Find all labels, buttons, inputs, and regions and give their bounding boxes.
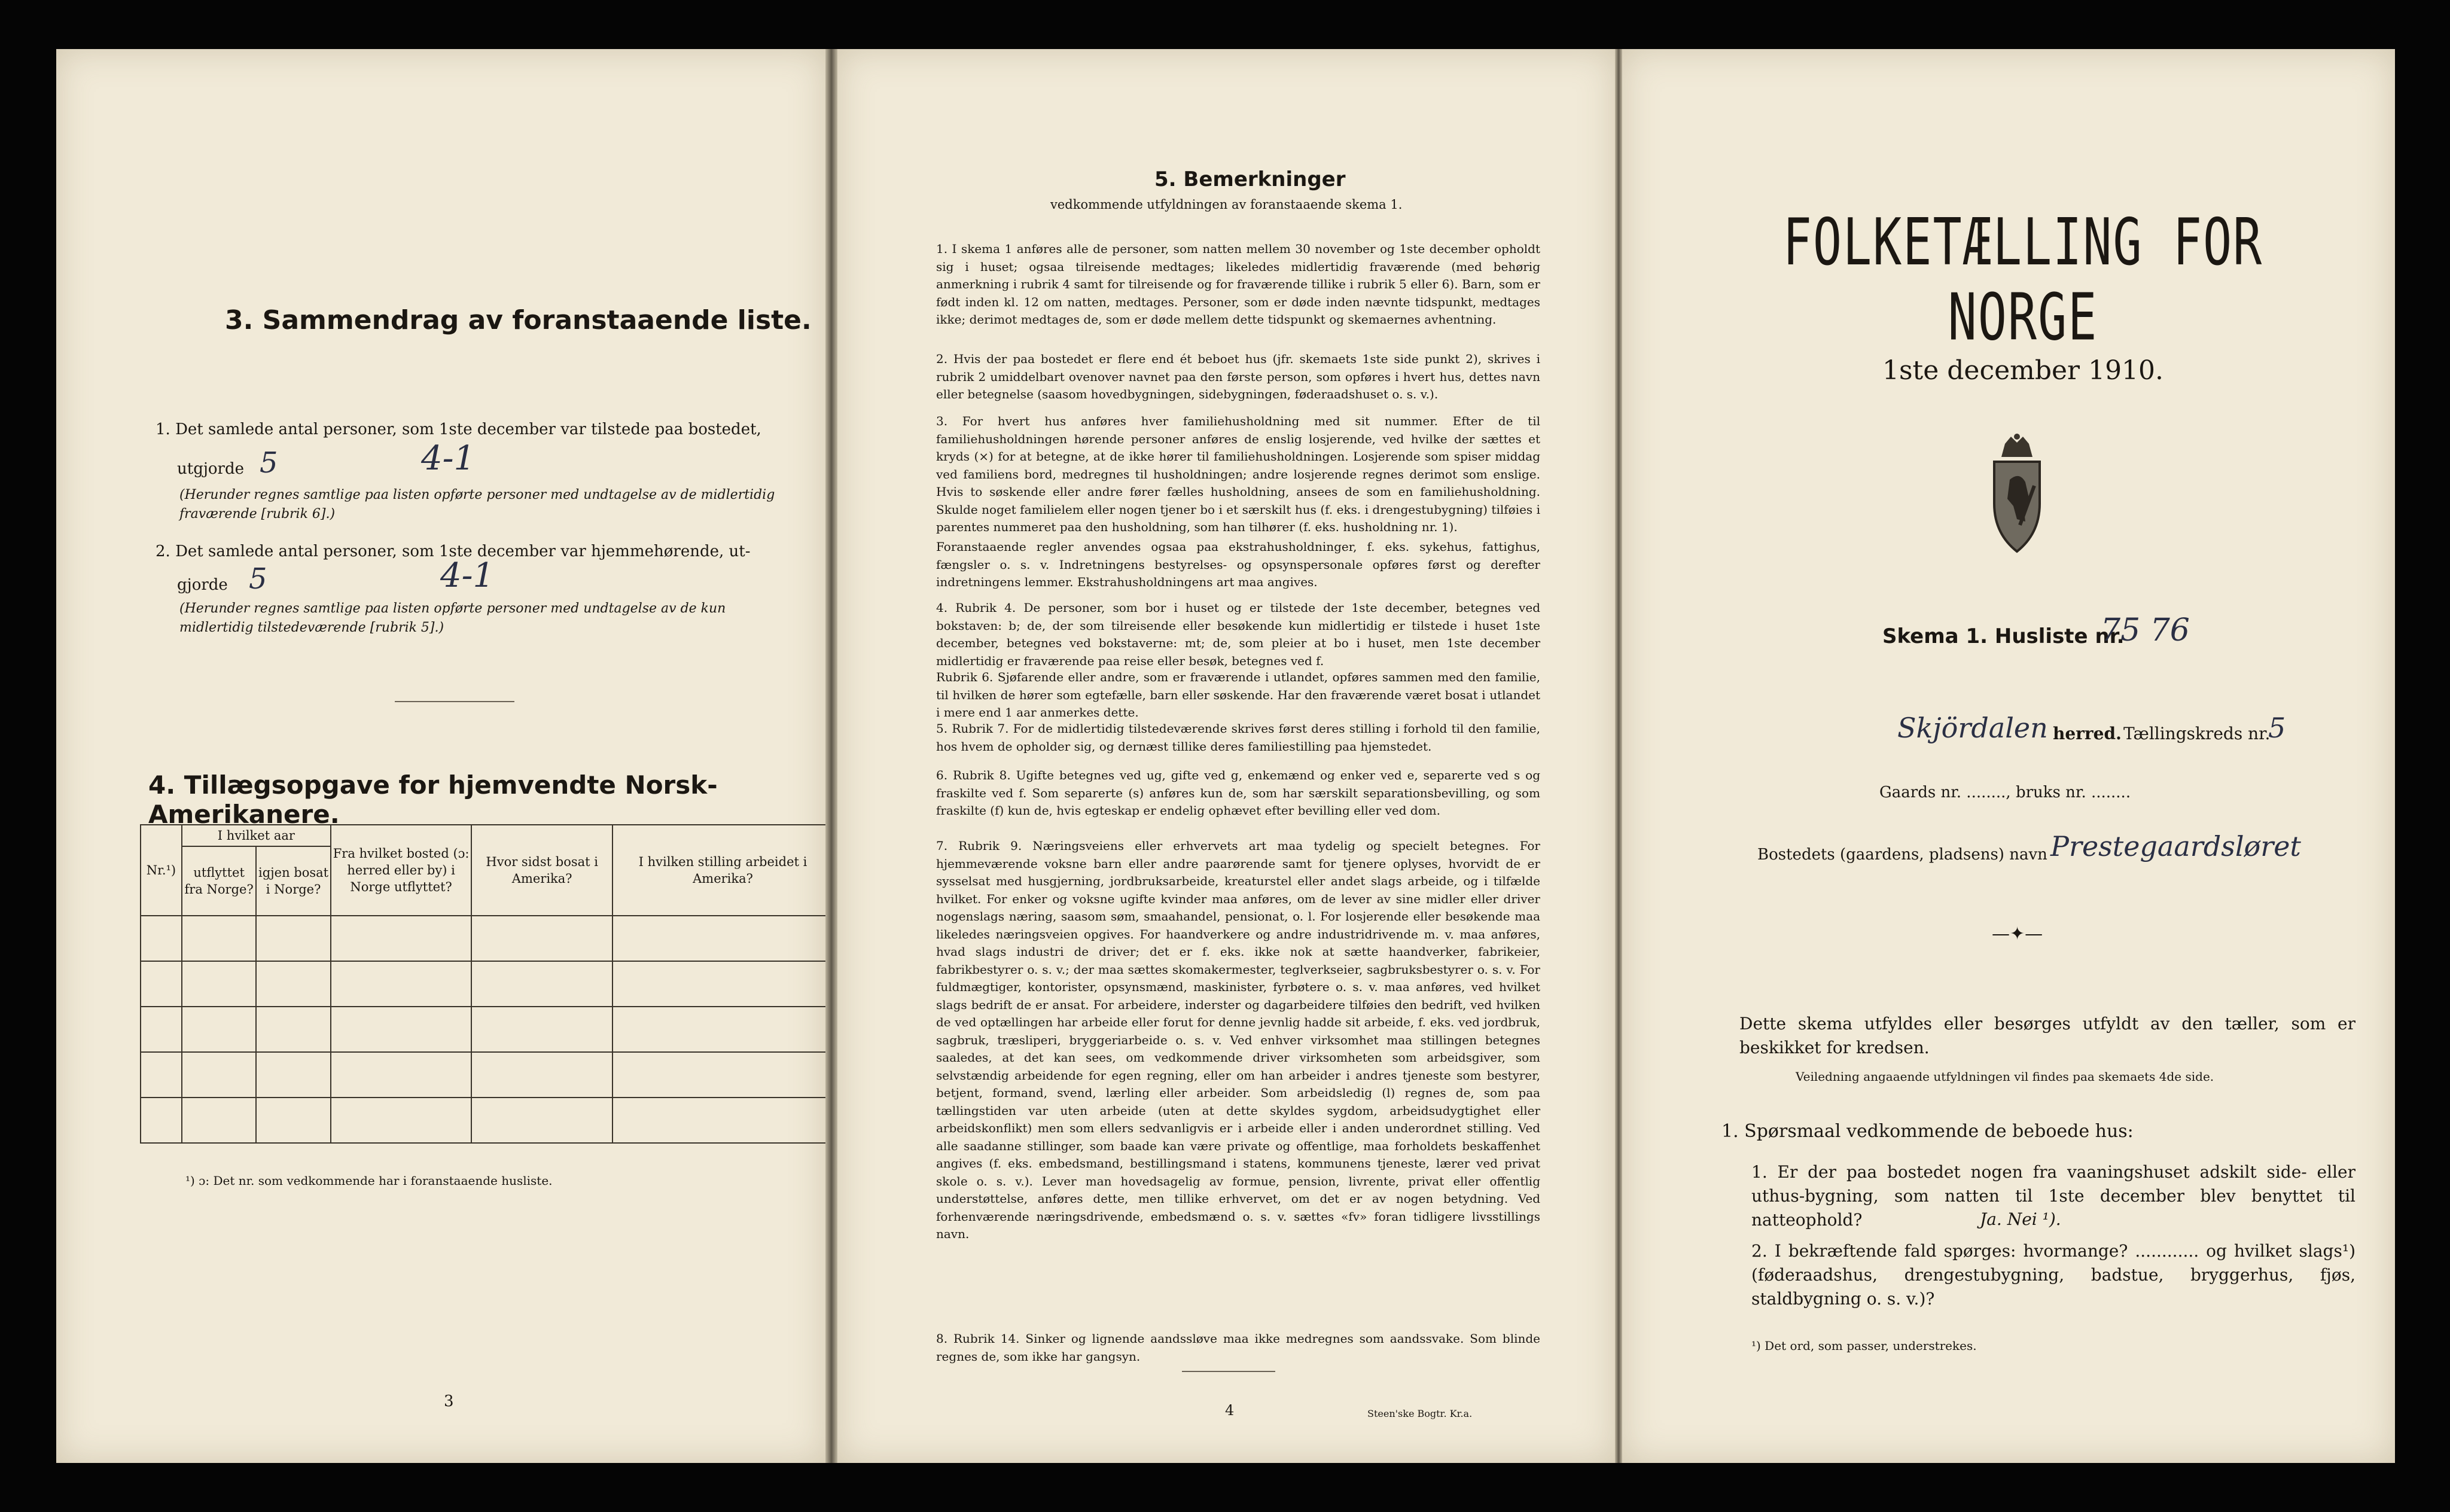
item2-label: gjorde xyxy=(177,576,228,594)
book-fold xyxy=(825,49,837,1463)
bemerkning-item: Foranstaaende regler anvendes ogsaa paa ekstrahusholdninger, f. eks. sykehus, fattighus, fængsler o. s. v. Indretningens bestyrelses- og opsynspersonale opføres først og derefter indretningens lemmer. Ekstrahusholdningens art maa angives. xyxy=(936,539,1540,589)
question-1-answer: Ja. Nei ¹). xyxy=(1980,1209,2061,1229)
bosted-label: Bostedets (gaardens, pladsens) navn xyxy=(1757,846,2047,864)
page-middle xyxy=(837,49,1615,1463)
kreds-value: 5 xyxy=(2268,712,2286,744)
veiledning-text: Veiledning angaaende utfyldningen vil findes paa skemaets 4de side. xyxy=(1796,1069,2214,1084)
bemerkning-item: 6. Rubrik 8. Ugifte betegnes ved ug, gifte ved g, enkemænd og enker ved e, separerte ved s og fraskilte ved f. Som separerte (s) anføres kun de, som har særskilt separationsbevilling, og som fraskilte (f) kun de, hvis egteskap er endelig ophævet efter bevilling eller ved dom. xyxy=(936,768,1540,818)
table-row xyxy=(141,961,825,1007)
page-number: 4 xyxy=(1225,1402,1235,1419)
table-row xyxy=(141,1007,825,1052)
item2-value: 5 xyxy=(249,562,267,596)
section4-title: 4. Tillægsopgave for hjemvendte Norsk-Amerikanere. xyxy=(148,770,718,829)
bemerkning-item: 7. Rubrik 9. Næringsveiens eller erhvervets art maa tydelig og specielt betegnes. For hjemmeværende voksne barn eller andre paarørende samt for tjenere oplyses, hvorvidt de er sysselsat med husgjerning, jordbruksarbeide, kreaturstel eller andet slags arbeide, og i tilfælde hvilket. For enker og voksne ugifte kvinder maa anføres, om de lever av sine midler eller driver nogenslags næring, saasom søm, smaahandel, pensionat, o. l. For losjerende eller besøkende maa likeledes næringsveien opgives. For haandverkere og andre industridrivende m. v. maa anføres, hvad slags industri de driver; det er f. eks. ikke nok at sætte haandverker, fabrikeier, fabrikbestyrer o. s. v.; der maa sættes skomakermester, teglverkseier, sagbruksbestyrer o. s. v. For fuldmægtiger, kontorister, opsynsmænd, maskinister, fyrbøtere o. s. v. maa anføres, ved hvilket slags bedrift de er ansat. For arbeidere, inderster og dagarbeidere tilføies den bedrift, ved hvilken de ved optællingen har arbeide eller forut for denne jevnlig hadde sit arbeide, f. eks. ved jordbruk, sagbruk, træsliperi, bryggeriarbeide o. s. v. Ved enhver virksomhet maa stillingen betegnes saaledes, at det kan sees, om vedkommende driver virksomheten som arbeidsgiver, som selvstændig arbeidende for egen regning, eller om han arbeider i andres tjeneste som bestyrer, betjent, formand, svend, lærling eller arbeider. Som arbeidsledig (l) regnes de, som paa tællingstiden var uten arbeide (uten at dette skyldes sygdom, arbeidsudygtighet eller arbeidskonflikt) men som ellers sedvanligvis er i arbeide eller i anden underordnet stilling. Ved alle saadanne stillinger, som baade kan være private og offentlige, maa forholdets beskaffenhet angives (f. eks. embedsmand, bestillingsmand i statens, kommunens tjeneste, lærer ved privat skole o. s. v.). Lever man hovedsagelig av formue, pension, livrente, privat eller offentlig understøttelse, anføres dette, men tillike erhvervet, om det er av nogen betydning. Ved forhenværende næringsdrivende, embedsmænd o. s. v. sættes «fv» foran tidligere livsstillings navn. xyxy=(936,839,1540,1241)
table-row xyxy=(141,1098,825,1143)
divider xyxy=(395,701,514,702)
tillaeg-table xyxy=(140,824,825,1144)
col-nr: Nr.¹) xyxy=(141,825,182,916)
footnote: ¹) Det ord, som passer, understrekes. xyxy=(1751,1339,1977,1353)
item2-line: 2. Det samlede antal personer, som 1ste december var hjemmehørende, ut- xyxy=(156,542,751,560)
item2-note: (Herunder regnes samtlige paa listen opførte personer med undtagelse av de kun midlertidig tilstedeværende [rubrik 5].) xyxy=(179,601,726,635)
item1-value: 5 xyxy=(260,446,278,480)
herred-value: Skjördalen xyxy=(1897,712,2048,744)
col-stilling: I hvilken stilling arbeidet i Amerika? xyxy=(612,825,825,916)
col-fra: Fra hvilket bosted (ɔ: herred eller by) i Norge utflyttet? xyxy=(331,825,472,916)
herred-label: herred. xyxy=(2053,724,2122,743)
bemerkning-item: 1. I skema 1 anføres alle de personer, som natten mellem 30 november og 1ste december opholdt sig i huset; ogsaa tilreisende medtages; likeledes midlertidig fraværende (med behørig anmerkning i rubrik 4 samt for tilreisende og for fraværende tillike i rubrik 5 eller 6). Barn, som er født inden kl. 12 om natten, medtages. Personer, som er døde inden nævnte tidspunkt, medtages ikke; derimot medtages de, som er døde mellem dette tidspunkt og skemaernes avhentning. xyxy=(936,242,1540,327)
question-1: 1. Er der paa bostedet nogen fra vaaningshuset adskilt side- eller uthus-bygning, som natten til 1ste december blev benyttet til natteophold? xyxy=(1751,1162,2355,1230)
item2-extra: 4-1 xyxy=(440,556,495,595)
census-date: 1ste december 1910. xyxy=(1882,355,2164,386)
skema-label: Skema 1. Husliste nr. xyxy=(1882,624,2125,648)
section3-title: 3. Sammendrag av foranstaaende liste. xyxy=(225,305,812,336)
footnote: ¹) ɔ: Det nr. som vedkommende har i foranstaaende husliste. xyxy=(185,1173,553,1188)
item1-line: 1. Det samlede antal personer, som 1ste december var tilstede paa bostedet, xyxy=(156,420,761,438)
bemerkninger-subtitle: vedkommende utfyldningen av foranstaaende skema 1. xyxy=(1050,197,1403,212)
item1-label: utgjorde xyxy=(177,460,245,478)
question-title: 1. Spørsmaal vedkommende de beboede hus: xyxy=(1721,1121,2134,1142)
table-row xyxy=(141,916,825,961)
question-2: 2. I bekræftende fald spørges: hvormange? ............ og hvilket slags¹) (føderaadshus, drengestubygning, badstue, bryggerhus, fjøs, staldbygning o. s. v.)? xyxy=(1751,1241,2355,1309)
census-title: FOLKETÆLLING FOR NORGE xyxy=(1782,205,2263,355)
col-sidst: Hvor sidst bosat i Amerika? xyxy=(471,825,612,916)
page-edge xyxy=(1615,49,1622,1463)
gaards-line: Gaards nr. ........, bruks nr. ........ xyxy=(1879,784,2131,801)
ornament-icon: —✦— xyxy=(1992,923,2043,944)
kreds-label: Tællingskreds nr. xyxy=(2123,724,2271,743)
bemerkning-item: 8. Rubrik 14. Sinker og lignende aandssløve maa ikke medregnes som aandssvake. Som blinde regnes de, som ikke har gangsyn. xyxy=(936,1331,1540,1364)
intro-text: Dette skema utfyldes eller besørges utfyldt av den tæller, som er beskikket for kredsen. xyxy=(1739,1014,2355,1057)
table-row xyxy=(141,1052,825,1098)
item1-extra: 4-1 xyxy=(421,439,476,478)
bemerkning-item: 4. Rubrik 4. De personer, som bor i huset og er tilstede der 1ste december, betegnes ved bokstaven: b; de, der som tilreisende eller besøkende kun midlertidig er tilstede i huset 1ste december, betegnes ved bokstaverne: mt; de, som pleier at bo i huset, men 1ste december midlertidig er fraværende paa reise eller besøk, betegnes ved f. xyxy=(936,600,1540,668)
coat-of-arms-icon xyxy=(1981,432,2053,557)
bemerkning-item: Rubrik 6. Sjøfarende eller andre, som er fraværende i utlandet, opføres sammen med den familie, til hvilken de hører som egtefælle, barn eller søskende. Har den fraværende været bosat i utlandet i mere end 1 aar anmerkes dette. xyxy=(936,670,1540,720)
col-udflyttet: utflyttet fra Norge? xyxy=(182,846,256,916)
bosted-value: Prestegaardsløret xyxy=(2050,830,2301,862)
bemerkninger-title: 5. Bemerkninger xyxy=(1154,167,1346,191)
bemerkning-item: 5. Rubrik 7. For de midlertidig tilstedeværende skrives først deres stilling i forhold til den familie, hos hvem de opholder sig, og dernæst tillike deres familiestilling paa hjemstedet. xyxy=(936,721,1540,754)
printer-mark: Steen'ske Bogtr. Kr.a. xyxy=(1367,1408,1473,1419)
item1-note: (Herunder regnes samtlige paa listen opførte personer med undtagelse av de midlertidig fraværende [rubrik 6].) xyxy=(179,487,775,522)
bemerkning-item: 3. For hvert hus anføres hver familiehusholdning med sit nummer. Efter de til familiehusholdningen hørende personer anføres de enslig losjerende, ved hvilke der sættes et kryds (×) for at betegne, at de ikke hører til familiehusholdningen. Losjerende som spiser middag ved familiens bord, medregnes til husholdningen; andre losjerende regnes derimot som enslige. Hvis to søskende eller andre fører fælles husholdning, ansees de som en familiehusholdning. Skulde noget familielem eller nogen tjener bo i et særskilt hus (f. eks. i drengestubygning) tilføies i parentes nummeret paa den husholdning, som han tilhører (f. eks. husholdning nr. 1). xyxy=(936,414,1540,534)
page-number: 3 xyxy=(444,1392,454,1410)
bemerkning-item: 2. Hvis der paa bostedet er flere end ét beboet hus (jfr. skemaets 1ste side punkt 2), skrives i rubrik 2 umiddelbart ovenover navnet paa den første person, som opføres i hvert hus, dettes navn eller betegnelse (saasom hovedbygningen, sidebygningen, føderaadshuset o. s. v.). xyxy=(936,352,1540,401)
col-group: I hvilket aar xyxy=(182,825,331,846)
divider xyxy=(1182,1371,1275,1372)
col-bosat: igjen bosat i Norge? xyxy=(256,846,330,916)
husliste-nr: 75 76 xyxy=(2101,612,2190,648)
page-left xyxy=(56,49,825,1463)
page-right xyxy=(1622,49,2395,1463)
